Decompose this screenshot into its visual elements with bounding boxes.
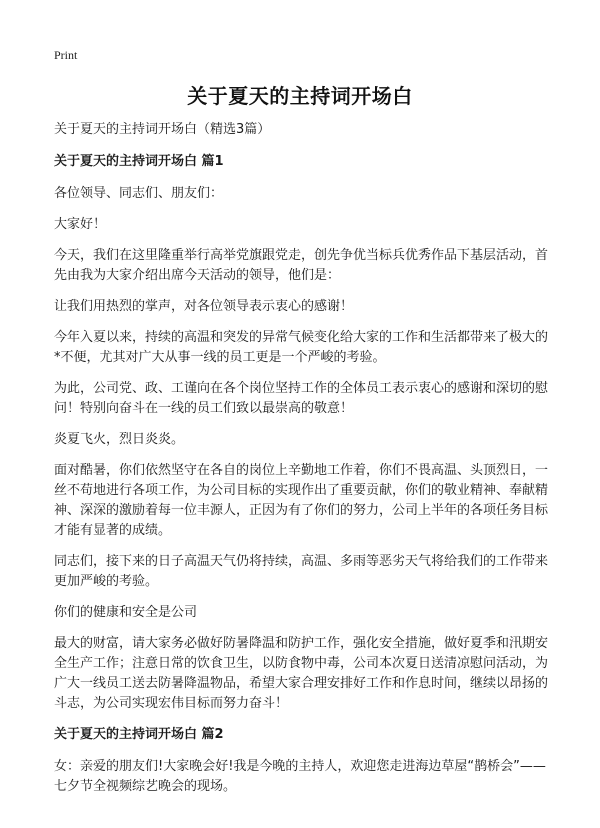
paragraph: 各位领导、同志们、朋友们：: [54, 186, 224, 201]
paragraph: 女：亲爱的朋友们!大家晚会好!我是今晚的主持人，欢迎您走进海边草屋“鹊桥会”——七夕节全视频综艺晚会的现场。: [54, 759, 546, 794]
section-heading: 关于夏天的主持词开场白 篇2: [54, 727, 224, 742]
document-body: [54, 120, 548, 808]
paragraph: 面对酷暑，你们依然坚守在各自的岗位上辛勤地工作着，你们不畏高温、头顶烈日，一丝不苟地进行各项工作，为公司目标的实现作出了重要贡献，你们的敬业精神、奉献精神、深深的激励着每一位丰源人，正因为有了你们的努力，公司上半年的各项任务目标才能有显著的成绩。: [54, 463, 549, 538]
paragraph: 让我们用热烈的掌声，对各位领导表示衷心的感谢！: [54, 299, 354, 314]
section-heading: 关于夏天的主持词开场白 篇1: [54, 154, 224, 169]
paragraph: 为此，公司党、政、工谨向在各个岗位坚持工作的全体员工表示衷心的感谢和深切的慰问！特别向奋斗在一线的员工们致以最崇高的敬意！: [54, 381, 549, 416]
paragraph: 今年入夏以来，持续的高温和突发的异常气候变化给大家的工作和生活都带来了极大的*不便，尤其对广大从事一线的员工更是一个严峻的考验。: [54, 330, 549, 365]
paragraph: 同志们，接下来的日子高温天气仍将持续，高温、多雨等恶劣天气将给我们的工作带来更加严峻的考验。: [54, 554, 549, 589]
print-link[interactable]: Print: [54, 48, 78, 62]
paragraph: 最大的财富，请大家务必做好防暑降温和防护工作，强化安全措施，做好夏季和汛期安全生产工作；注意日常的饮食卫生，以防食物中毒，公司本次夏日送清凉慰问活动，为广大一线员工送去防暑降温物品，希望大家合理安排好工作和作息时间，继续以昂扬的斗志，为公司实现宏伟目标而努力奋斗！: [54, 636, 549, 711]
document-title: 关于夏天的主持词开场白: [187, 84, 413, 108]
paragraph: 炎夏飞火，烈日炎炎。: [54, 432, 185, 447]
paragraph: 你们的健康和安全是公司: [54, 605, 198, 620]
document-subtitle: 关于夏天的主持词开场白（精选3篇）: [54, 122, 271, 137]
paragraph: 今天，我们在这里隆重举行高举党旗跟党走，创先争优当标兵优秀作品下基层活动，首先由我为大家介绍出席今天活动的领导，他们是：: [54, 248, 549, 283]
paragraph: 大家好！: [54, 217, 107, 232]
